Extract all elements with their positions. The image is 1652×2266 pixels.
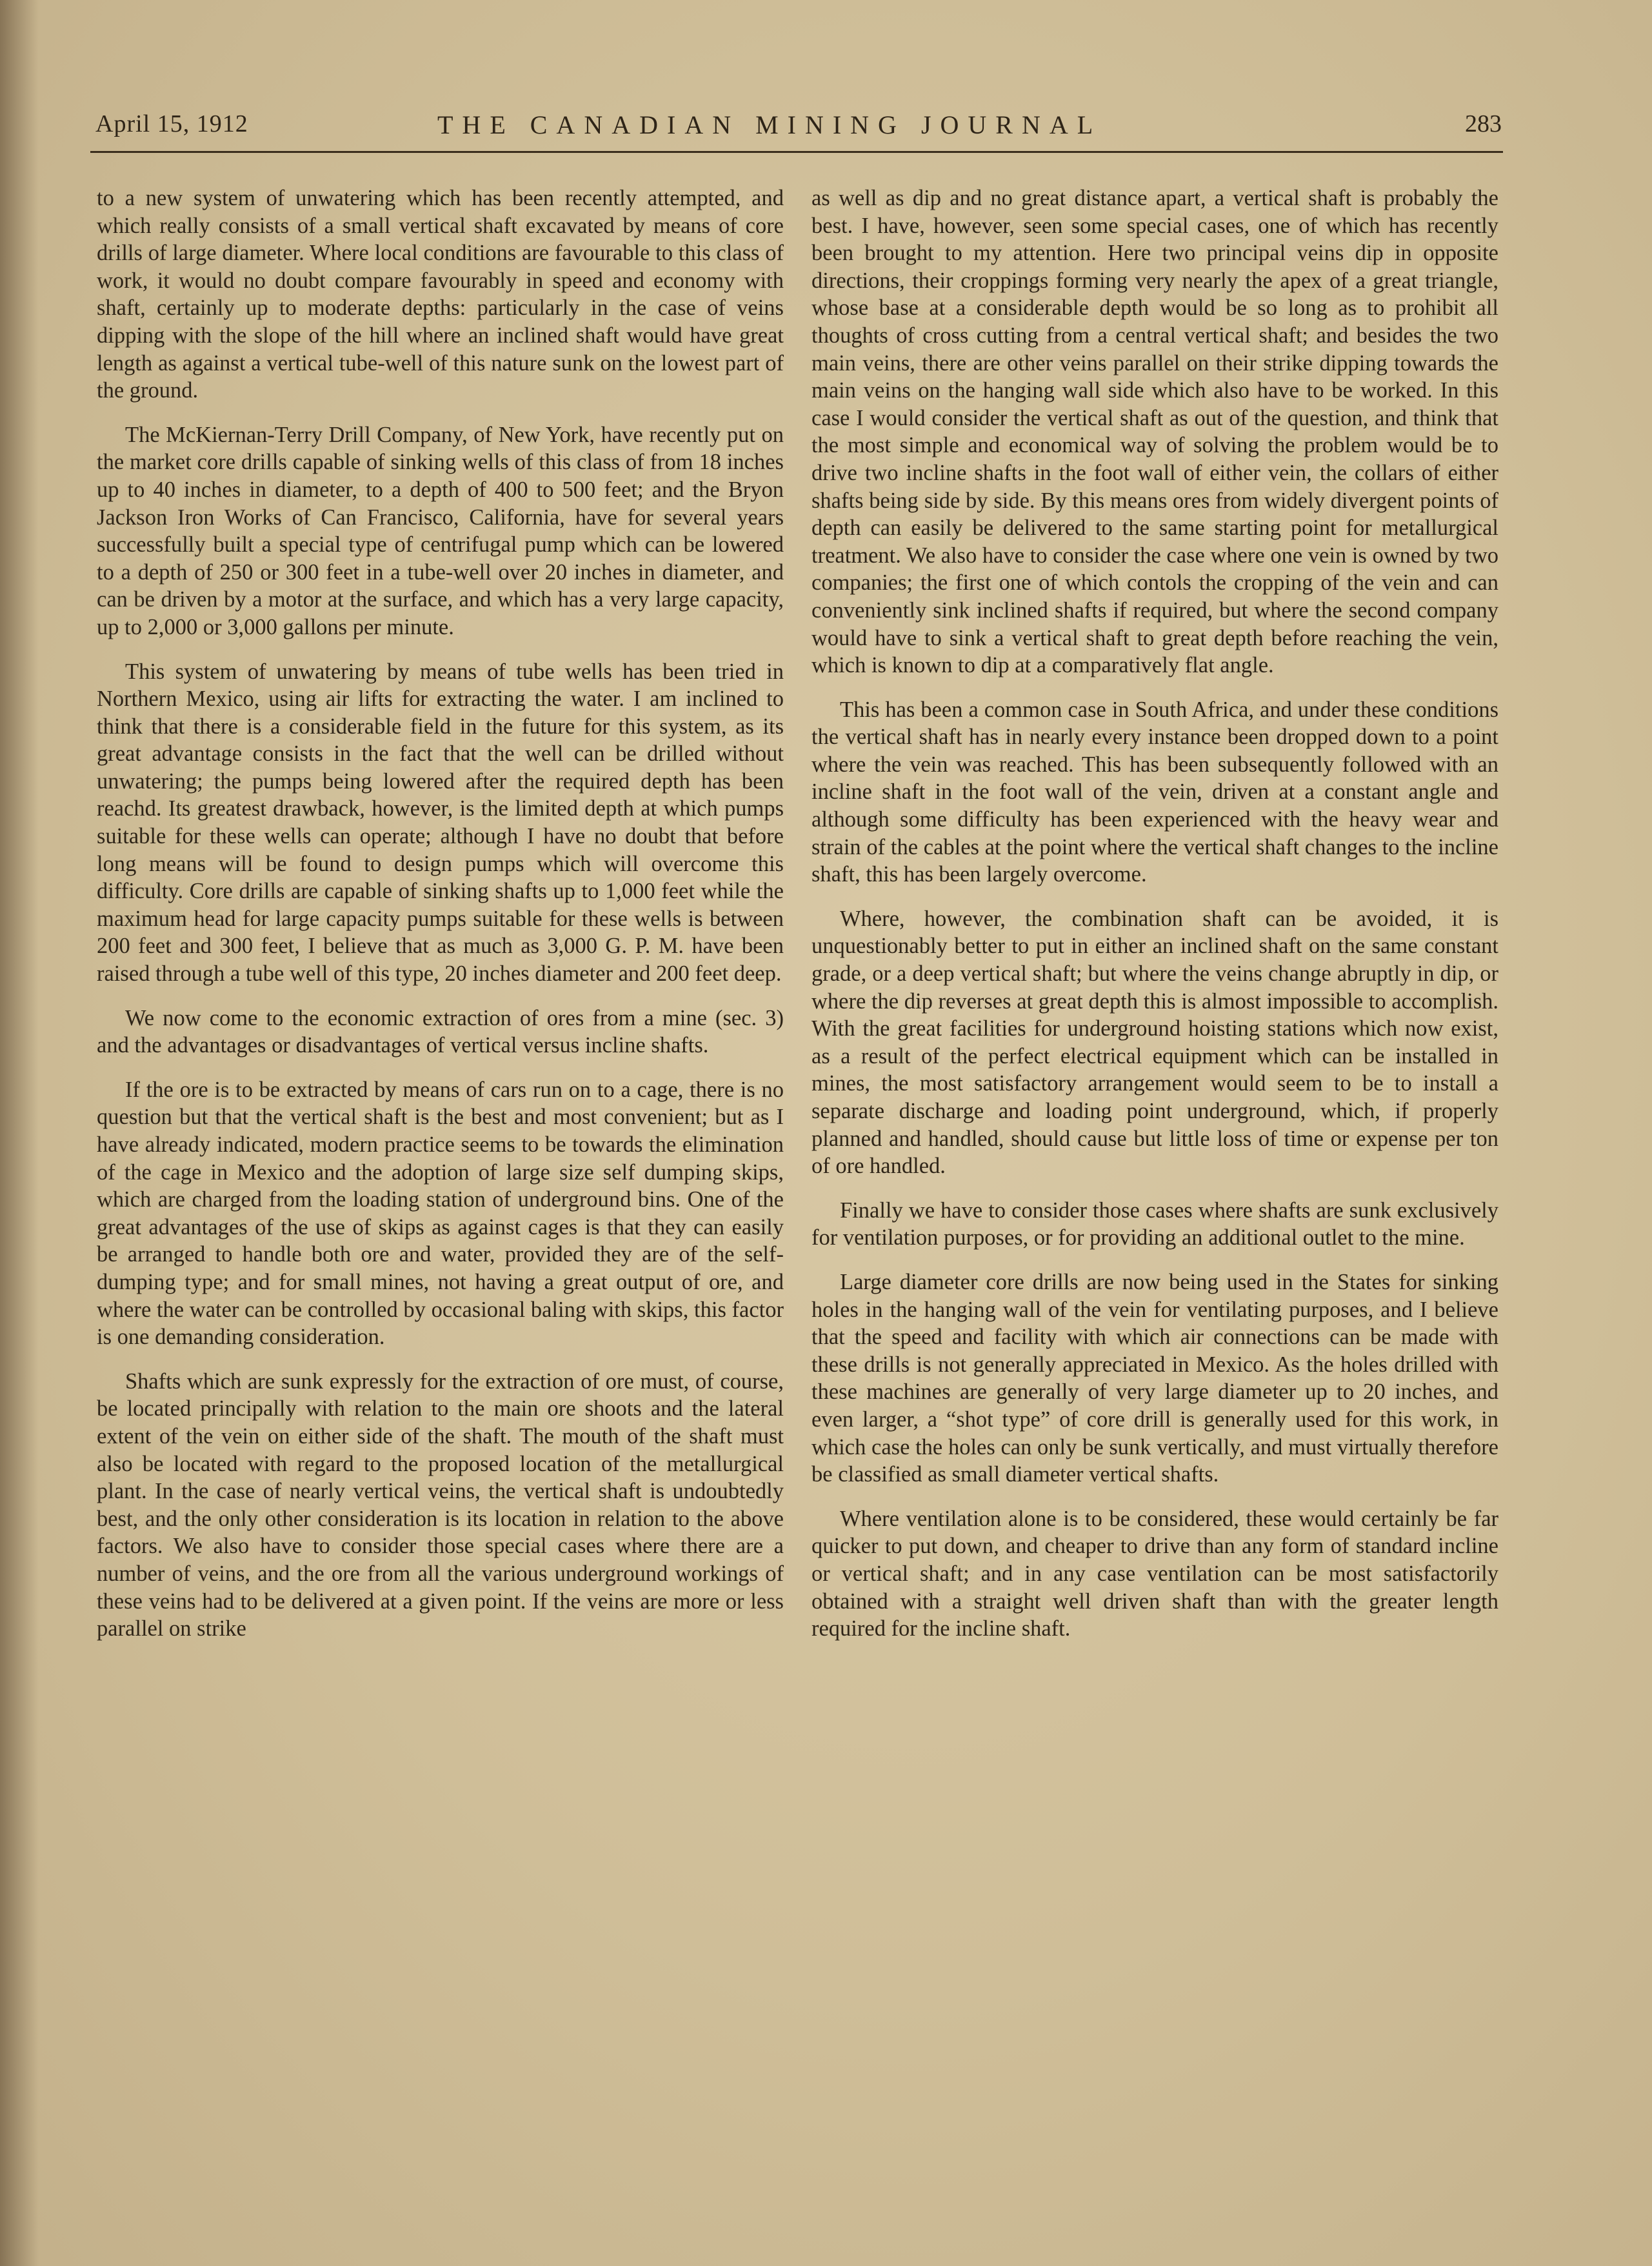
journal-title: THE CANADIAN MINING JOURNAL <box>437 110 1102 139</box>
right-column <box>811 185 1498 1659</box>
binding-shadow <box>0 0 39 2266</box>
left-column <box>97 185 784 1659</box>
header-date: April 15, 1912 <box>95 110 248 137</box>
paragraph: as well as dip and no great distance apart, a vertical shaft is probably the best. I have, however, seen some special cases, one of which has recently been brought to my attention. Here two principal veins dip in opposite directions, their croppings forming very nearly the apex of a great triangle, whose base at a considerable depth would be so long as to prohibit all thoughts of cross cutting from a central vertical shaft; and besides the two main veins, there are other veins parallel on their strike dipping towards the main veins on the hanging wall side which also have to be worked. In this case I would consider the vertical shaft as out of the question, and think that the most simple and economical way of solving the problem would be to drive two incline shafts in the foot wall of either vein, the collars of either shafts being side by side. By this means ores from widely divergent points of depth can easily be delivered to the same starting point for metallurgical treatment. We also have to consider the case where one vein is owned by two companies; the first one of which contols the cropping of the vein and can conveniently sink inclined shafts if required, but where the second company would have to sink a vertical shaft to great depth before reaching the vein, which is known to dip at a comparatively flat angle. <box>811 186 1498 678</box>
paragraph: Where, however, the combination shaft can be avoided, it is unquestionably better to put in either an inclined shaft on the same constant grade, or a deep vertical shaft; but where the veins change abruptly in dip, or where the dip reverses at great depth this is almost impossible to accomplish. With the great facilities for underground hoisting stations which now exist, as a result of the perfect electrical equipment which can be installed in mines, the most satisfactory arrangement would seem to be to install a separate discharge and loading point underground, which, if properly planned and handled, should cause but little loss of time or expense per ton of ore handled. <box>811 906 1498 1179</box>
paragraph: Large diameter core drills are now being used in the States for sinking holes in the hanging wall of the vein for ventilating purposes, and I believe that the speed and facility with which air connections can be made with these drills is not generally appreciated in Mexico. As the holes drilled with these machines are generally of very large diameter up to 20 inches, and even larger, a “shot type” of core drill is generally used for this work, in which case the holes can only be sunk vertically, and must virtually therefore be classified as small diameter vertical shafts. <box>811 1269 1498 1487</box>
paragraph: Finally we have to consider those cases where shafts are sunk exclusively for ventilation purposes, or for providing an additional outlet to the mine. <box>811 1198 1498 1250</box>
paragraph: If the ore is to be extracted by means of cars run on to a cage, there is no question but that the vertical shaft is the best and most convenient; but as I have already indicated, modern practice seems to be towards the elimination of the cage in Mexico and the adoption of large size self dumping skips, which are charged from the loading station of underground bins. One of the great advantages of the use of skips as against cages is that they can easily be arranged to handle both ore and water, provided they are of the self-dumping type; and for small mines, not having a great output of ore, and where the water can be controlled by occasional baling with skips, this factor is one demanding consideration. <box>97 1077 784 1350</box>
page-number: 283 <box>1465 110 1502 137</box>
running-header <box>95 110 1502 148</box>
paragraph: This system of unwatering by means of tube wells has been tried in Northern Mexico, using air lifts for extracting the water. I am inclined to think that there is a considerable field in the future for this system, as its great advantage consists in the fact that the well can be drilled without unwatering; the pumps being lowered after the required depth has been reachd. Its greatest drawback, however, is the limited depth at which pumps suitable for these wells can operate; although I have no doubt that before long means will be found to design pumps which will overcome this difficulty. Core drills are capable of sinking shafts up to 1,000 feet while the maximum head for large capacity pumps suitable for these wells is between 200 feet and 300 feet, I believe that as much as 3,000 G. P. M. have been raised through a tube well of this type, 20 inches diameter and 200 feet deep. <box>97 659 784 987</box>
header-rule <box>90 151 1503 153</box>
paragraph: to a new system of unwatering which has been recently attempted, and which really consists of a small vertical shaft excavated by means of core drills of large diameter. Where local conditions are favourable to this class of work, it would no doubt compare favourably in speed and economy with shaft, certainly up to moderate depths: particularly in the case of veins dipping with the slope of the hill where an inclined shaft would have great length as against a vertical tube-well of this nature sunk on the lowest part of the ground. <box>97 186 784 403</box>
paragraph: This has been a common case in South Africa, and under these conditions the vertical shaft has in nearly every instance been dropped down to a point where the vein was reached. This has been subsequently followed with an incline shaft in the foot wall of the vein, driven at a constant angle and although some difficulty has been experienced with the heavy wear and strain of the cables at the point where the vertical shaft changes to the incline shaft, this has been largely overcome. <box>811 697 1498 887</box>
paragraph: Shafts which are sunk expressly for the extraction of ore must, of course, be located principally with relation to the main ore shoots and the lateral extent of the vein on either side of the shaft. The mouth of the shaft must also be located with regard to the proposed location of the metallurgical plant. In the case of nearly vertical veins, the vertical shaft is undoubtedly best, and the only other consideration is its location in relation to the above factors. We also have to consider those special cases where there are a number of veins, and the ore from all the various underground workings of these veins had to be delivered at a given point. If the veins are more or less parallel on strike <box>97 1369 784 1641</box>
paragraph: Where ventilation alone is to be considered, these would certainly be far quicker to put down, and cheaper to drive than any form of standard incline or vertical shaft; and in any case ventilation can be most satisfactorily obtained with a straight well driven shaft than with the greater length required for the incline shaft. <box>811 1506 1498 1641</box>
paragraph: We now come to the economic extraction of ores from a mine (sec. 3) and the advantages or disadvantages of vertical versus incline shafts. <box>97 1005 784 1058</box>
paragraph: The McKiernan-Terry Drill Company, of New York, have recently put on the market core drills capable of sinking wells of this class of from 18 inches up to 40 inches in diameter, to a depth of 400 to 500 feet; and the Bryon Jackson Iron Works of Can Francisco, California, have for several years successfully built a special type of centrifugal pump which can be lowered to a depth of 250 or 300 feet in a tube-well over 20 inches in diameter, and can be driven by a motor at the surface, and which has a very large capacity, up to 2,000 or 3,000 gallons per minute. <box>97 422 784 639</box>
